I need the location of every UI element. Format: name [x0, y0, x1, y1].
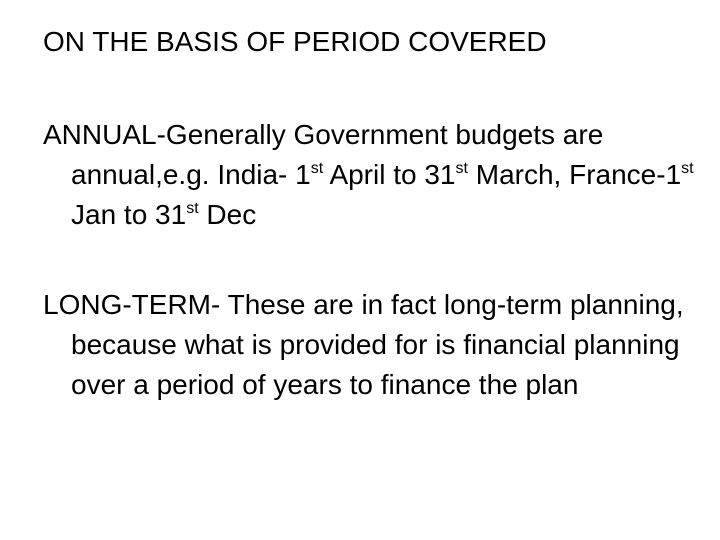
- slide-heading: ON THE BASIS OF PERIOD COVERED: [43, 26, 547, 57]
- annual-sup-2: st: [455, 160, 468, 177]
- annual-sup-3: st: [681, 160, 694, 177]
- long-term-budget-paragraph: LONG-TERM- These are in fact long-term planning, because what is provided for is financial planning over a period of years to finance the plan: [43, 289, 684, 400]
- annual-text-4: Jan to 31: [71, 199, 187, 230]
- annual-text-2: April to 31: [323, 159, 456, 190]
- annual-text-3: March, France-1: [467, 159, 682, 190]
- annual-text-5: Dec: [198, 199, 257, 230]
- annual-sup-1: st: [310, 160, 324, 177]
- annual-budget-paragraph: [43, 115, 720, 235]
- annual-text-1: ANNUAL-Generally Government budgets are annual,e.g. India- 1: [43, 119, 604, 190]
- annual-sup-4: st: [186, 200, 199, 217]
